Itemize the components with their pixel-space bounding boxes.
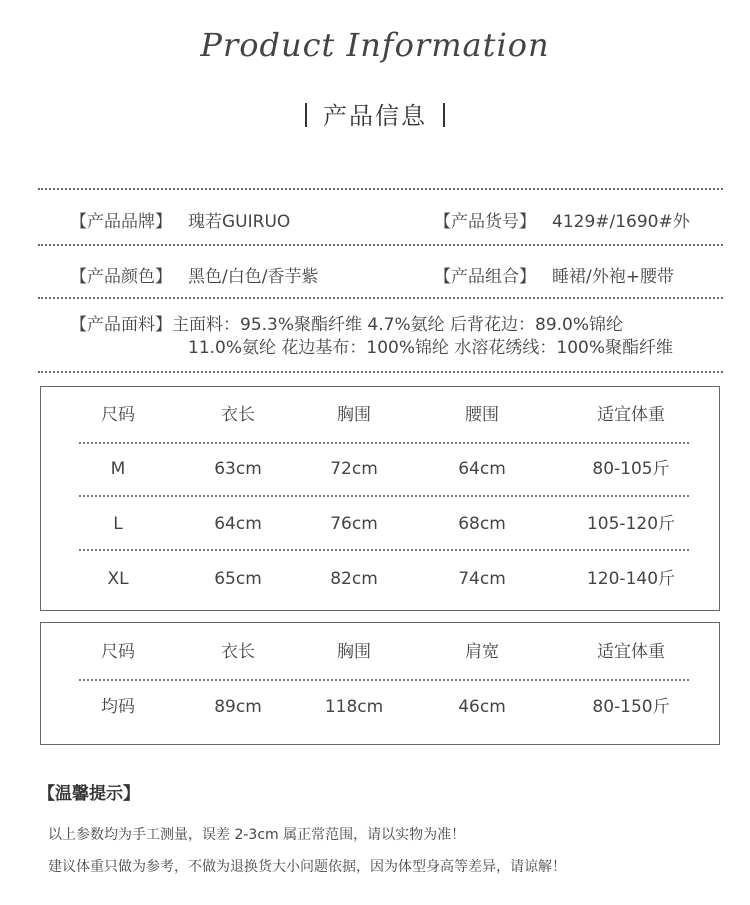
header-length: 衣长 (221, 642, 255, 662)
title-bar-left (305, 103, 307, 127)
section-title-text: 产品信息 (323, 102, 427, 130)
header-size: 尺码 (101, 642, 135, 662)
header-length: 衣长 (221, 405, 255, 425)
cell-weight: 120-140斤 (586, 569, 676, 589)
title-bar-right (443, 103, 445, 127)
cell-length: 63cm (214, 459, 262, 479)
header-bust: 胸围 (337, 405, 371, 425)
header-waist: 腰围 (465, 405, 499, 425)
divider (38, 371, 723, 373)
header-shoulder: 肩宽 (465, 642, 499, 662)
cell-length: 89cm (214, 697, 262, 717)
cell-waist: 64cm (458, 459, 506, 479)
header-weight: 适宜体重 (597, 642, 665, 662)
table-row (41, 454, 721, 484)
header-size: 尺码 (101, 405, 135, 425)
color-label: 【产品颜色】 (70, 267, 172, 287)
cell-bust: 76cm (330, 514, 378, 534)
table-header-row (41, 400, 721, 430)
row-divider (79, 549, 689, 551)
sku-label: 【产品货号】 (434, 212, 536, 232)
row-divider (79, 679, 689, 681)
header-weight: 适宜体重 (597, 405, 665, 425)
cell-shoulder: 46cm (458, 697, 506, 717)
cell-size: XL (107, 569, 129, 589)
table-row (41, 692, 721, 722)
cell-weight: 80-150斤 (592, 697, 670, 717)
cell-bust: 118cm (324, 697, 384, 717)
section-title (0, 96, 750, 131)
cell-size: L (113, 514, 123, 534)
set-value: 睡裙/外袍+腰带 (552, 267, 674, 287)
cell-size: M (110, 459, 126, 479)
sku-value: 4129#/1690#外 (552, 212, 690, 232)
set-label: 【产品组合】 (434, 267, 536, 287)
row-divider (79, 442, 689, 444)
header-bust: 胸围 (337, 642, 371, 662)
table-header-row (41, 637, 721, 667)
divider (38, 297, 723, 299)
cell-bust: 72cm (330, 459, 378, 479)
size-table-1 (40, 386, 720, 611)
tip-line-1: 以上参数均为手工测量，误差 2-3cm 属正常范围，请以实物为准！ (48, 827, 466, 843)
size-table-2 (40, 622, 720, 745)
cell-waist: 68cm (458, 514, 506, 534)
row-divider (79, 495, 689, 497)
tips-title: 【温馨提示】 (38, 784, 140, 804)
cell-length: 65cm (214, 569, 262, 589)
table-row (41, 564, 721, 594)
divider (38, 188, 723, 190)
script-title: Product Information (200, 26, 550, 64)
divider (38, 244, 723, 246)
cell-length: 64cm (214, 514, 262, 534)
fabric-line-2: 11.0%氨纶 花边基布：100%锦纶 水溶花绣线：100%聚酯纤维 (188, 338, 674, 358)
info-row-fabric (70, 314, 710, 360)
fabric-label: 【产品面料】 (70, 315, 172, 335)
cell-bust: 82cm (330, 569, 378, 589)
cell-size: 均码 (101, 697, 135, 717)
cell-waist: 74cm (458, 569, 506, 589)
brand-value: 瑰若GUIRUO (188, 212, 291, 232)
tip-line-2: 建议体重只做为参考，不做为退换货大小问题依据，因为体型身高等差异，请谅解！ (48, 859, 566, 875)
fabric-line-1: 主面料：95.3%聚酯纤维 4.7%氨纶 后背花边：89.0%锦纶 (172, 315, 624, 335)
color-value: 黑色/白色/香芋紫 (188, 267, 319, 287)
table-row (41, 509, 721, 539)
cell-weight: 105-120斤 (586, 514, 676, 534)
cell-weight: 80-105斤 (592, 459, 670, 479)
brand-label: 【产品品牌】 (70, 212, 172, 232)
